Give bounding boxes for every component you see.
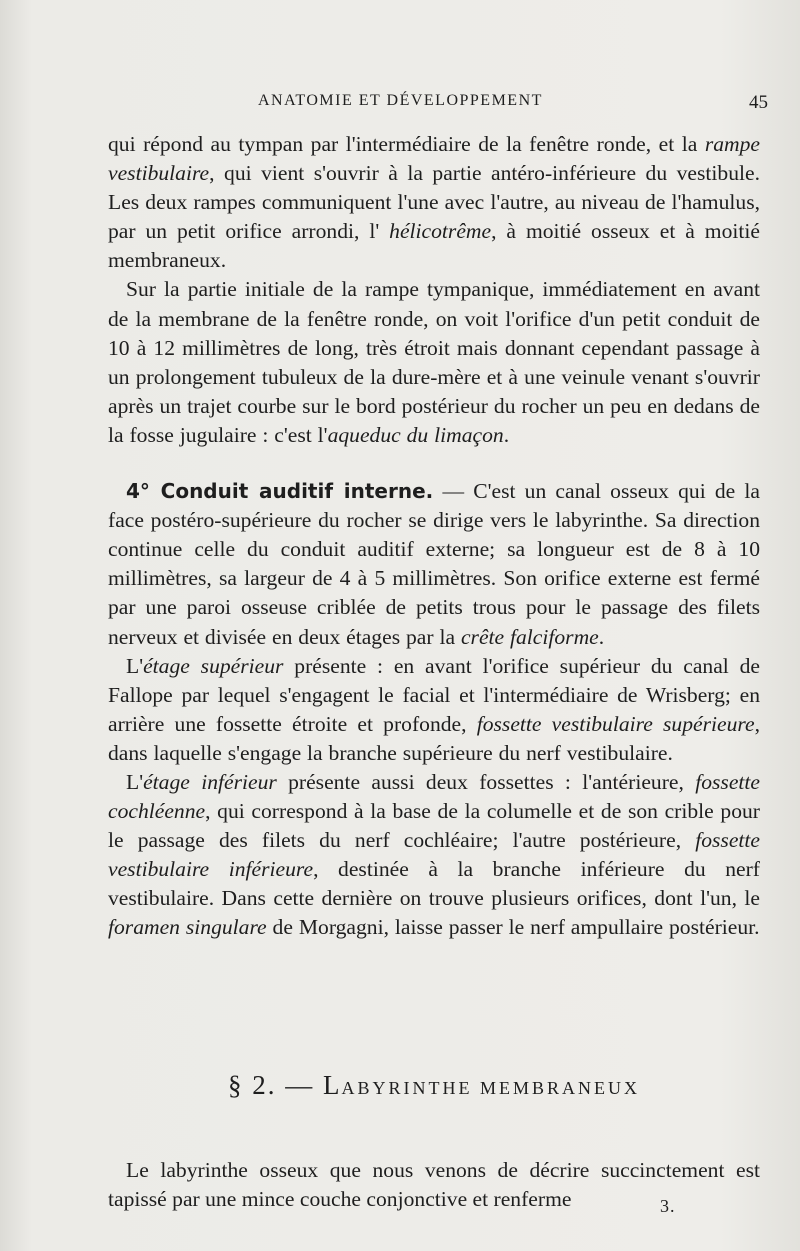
text-run: présente aussi deux fossettes : l'antérieure, bbox=[276, 769, 696, 794]
term-fossette-cochleenne: fossette cochléenne bbox=[108, 769, 760, 824]
page-header bbox=[108, 92, 768, 116]
section-number: § 2. — bbox=[228, 1070, 315, 1100]
text-run: présente : en avant l'orifice supérieur du canal de Fallope par lequel s'engagent le facial et l'intermédiaire de Wrisberg; en arrière une fossette étroite et profonde, bbox=[108, 653, 760, 736]
main-text bbox=[108, 130, 760, 943]
text-run: , dans laquelle s'engage la branche supérieure du nerf vestibulaire. bbox=[108, 711, 760, 765]
text-run: qui répond au tympan par l'intermédiaire de la fenêtre ronde, et la bbox=[108, 132, 705, 156]
text-run: Sur la partie initiale de la rampe tympanique, immédiatement en avant de la membrane de la fenêtre ronde, on voit l'orifice d'un petit conduit de 10 à 12 millimètres de long, très étroit mais donnant cependant passage à un prolongement tubuleux de la dure-mère et à une veinule venant s'ouvrir après un trajet courbe sur le bord postérieur du rocher un peu en dedans de la fosse jugulaire : c'est l' bbox=[108, 277, 760, 447]
closing-paragraph: Le labyrinthe osseux que nous venons de décrire succinctement est tapissé par une mince couche conjonctive et renferme bbox=[108, 1157, 760, 1211]
section-heading-conduit-auditif: 4° Conduit auditif interne. bbox=[126, 479, 434, 504]
running-title: ANATOMIE ET DÉVELOPPEMENT bbox=[258, 92, 543, 109]
text-run: — C'est un canal osseux qui de la face postéro-supérieure du rocher se dirige vers le labyrinthe. Sa direction continue celle du conduit auditif externe; sa longueur est de 8 à 10 millimètres, sa largeur de 4 à 5 millimètres. Son orifice externe est fermé par une paroi osseuse criblée de petits trous pour le passage des filets nerveux et divisée en deux étages par la bbox=[108, 479, 761, 649]
term-rampe-vestibulaire: rampe vestibulaire bbox=[108, 132, 760, 186]
text-run: . bbox=[598, 624, 605, 649]
term-fossette-vestibulaire-superieure: fossette vestibulaire supérieure bbox=[476, 711, 755, 736]
text-run: , qui correspond à la base de la columelle et de son crible pour le passage des filets du nerf cochléaire; l'autre postérieure, bbox=[108, 799, 760, 853]
section-title: ABYRINTHE MEMBRANEUX bbox=[341, 1078, 640, 1098]
paragraph-3 bbox=[108, 477, 760, 652]
term-fossette-vestibulaire-inferieure: fossette vestibulaire inférieure bbox=[108, 828, 760, 882]
paragraph-1 bbox=[108, 130, 760, 275]
section-title-initial: L bbox=[323, 1070, 342, 1100]
term-etage-superieur: étage supérieur bbox=[143, 653, 284, 678]
text-run: L' bbox=[126, 653, 144, 678]
page-number: 45 bbox=[749, 92, 768, 113]
paragraph-4 bbox=[108, 652, 760, 768]
term-foramen-singulare: foramen singulare bbox=[108, 915, 267, 940]
term-crete-falciforme: crête falciforme bbox=[460, 624, 599, 649]
text-run: L' bbox=[126, 769, 144, 794]
section-2-heading bbox=[108, 1070, 760, 1101]
text-run: . bbox=[503, 422, 510, 447]
text-run: , à moitié osseux et à moitié membraneux. bbox=[108, 219, 760, 273]
text-run: , destinée à la branche inférieure du nerf vestibulaire. Dans cette dernière on trouve plusieurs orifices, dont l'un, le bbox=[108, 857, 760, 911]
text-run: de Morgagni, laisse passer le nerf ampullaire postérieur. bbox=[266, 915, 760, 940]
paragraph-2 bbox=[108, 275, 760, 450]
term-aqueduc-du-limacon: aqueduc du limaçon bbox=[327, 422, 504, 447]
term-etage-inferieur: étage inférieur bbox=[143, 769, 277, 794]
text-run: , qui vient s'ouvrir à la partie antéro-inférieure du vestibule. Les deux rampes communiquent l'une avec l'autre, au niveau de l'hamulus, par un petit orifice arrondi, l' bbox=[108, 161, 760, 244]
paragraph-5 bbox=[108, 768, 760, 943]
term-helicotreme: hélicotrême bbox=[389, 219, 492, 244]
signature-mark: 3. bbox=[660, 1196, 676, 1216]
